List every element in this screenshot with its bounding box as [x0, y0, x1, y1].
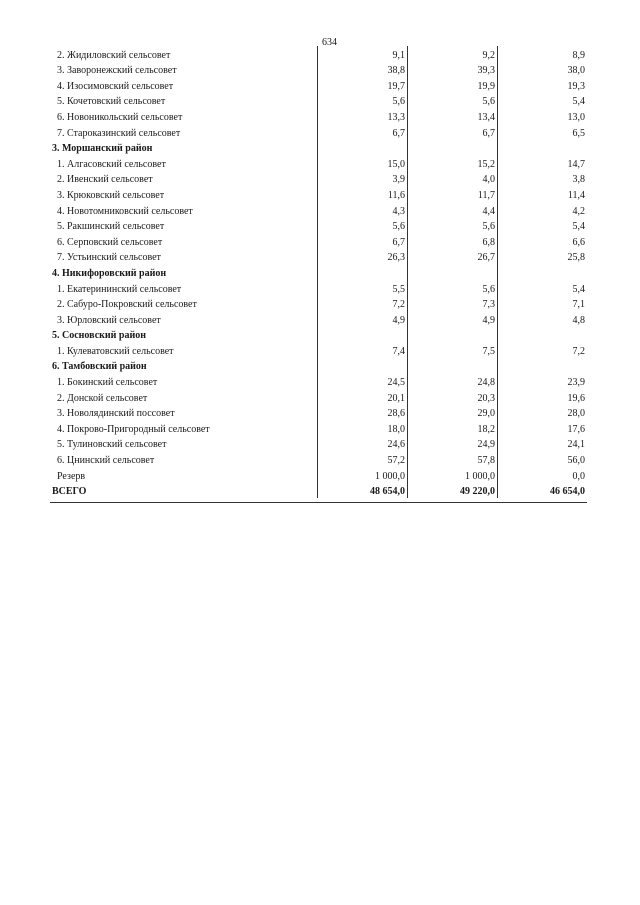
- row-name: 6. Новоникольский сельсовет: [57, 111, 183, 123]
- row-name: 6. Цнинский сельсовет: [57, 455, 155, 467]
- value-v2: 24,9: [407, 436, 497, 452]
- value-v1: 1 000,0: [317, 467, 407, 483]
- value-v2: 5,6: [407, 93, 497, 109]
- value-v2: [407, 358, 497, 374]
- row-name: 3. Новолядинский поссовет: [57, 408, 175, 420]
- value-v2: 18,2: [407, 420, 497, 436]
- row-name: 3. Заворонежский сельсовет: [57, 65, 177, 77]
- value-v2: 20,3: [407, 389, 497, 405]
- value-v3: 3,8: [497, 171, 587, 187]
- value-v3: 7,1: [497, 296, 587, 312]
- table-row: [50, 233, 587, 249]
- value-v2: 26,7: [407, 249, 497, 265]
- value-v3: 38,0: [497, 62, 587, 78]
- section-row: [50, 358, 587, 374]
- value-v2: 15,2: [407, 155, 497, 171]
- table-row: [50, 451, 587, 467]
- value-v3: 19,6: [497, 389, 587, 405]
- table-row: [50, 62, 587, 78]
- table-row: [50, 93, 587, 109]
- value-v2: 5,6: [407, 280, 497, 296]
- value-v3: 25,8: [497, 249, 587, 265]
- value-v3: 7,2: [497, 342, 587, 358]
- value-v3: 24,1: [497, 436, 587, 452]
- value-v1: 28,6: [317, 405, 407, 421]
- value-v1: [317, 358, 407, 374]
- value-v3: 0,0: [497, 467, 587, 483]
- value-v1: 57,2: [317, 451, 407, 467]
- table-row: [50, 186, 587, 202]
- table-row: [50, 108, 587, 124]
- value-v3: [497, 264, 587, 280]
- value-v1: [317, 327, 407, 343]
- table-row: [50, 202, 587, 218]
- value-v1: 3,9: [317, 171, 407, 187]
- value-v3: 5,4: [497, 280, 587, 296]
- value-v3: [497, 327, 587, 343]
- value-v3: 6,6: [497, 233, 587, 249]
- value-v3: 46 654,0: [497, 483, 587, 499]
- row-name: 2. Жидиловский сельсовет: [57, 49, 171, 61]
- value-v1: 20,1: [317, 389, 407, 405]
- value-v1: 48 654,0: [317, 483, 407, 499]
- value-v2: 7,3: [407, 296, 497, 312]
- value-v2: [407, 327, 497, 343]
- value-v3: 14,7: [497, 155, 587, 171]
- table-row: [50, 77, 587, 93]
- value-v1: 9,1: [317, 46, 407, 62]
- value-v2: 57,8: [407, 451, 497, 467]
- value-v2: 1 000,0: [407, 467, 497, 483]
- value-v2: 13,4: [407, 108, 497, 124]
- section-row: [50, 327, 587, 343]
- value-v3: 5,4: [497, 218, 587, 234]
- value-v2: 24,8: [407, 373, 497, 389]
- row-name: 6. Серповский сельсовет: [57, 236, 163, 248]
- table-row: [50, 373, 587, 389]
- value-v2: 9,2: [407, 46, 497, 62]
- value-v1: 7,4: [317, 342, 407, 358]
- table-row: [50, 342, 587, 358]
- value-v1: [317, 140, 407, 156]
- value-v2: 11,7: [407, 186, 497, 202]
- value-v1: 38,8: [317, 62, 407, 78]
- value-v1: 15,0: [317, 155, 407, 171]
- value-v1: 4,3: [317, 202, 407, 218]
- value-v1: 24,6: [317, 436, 407, 452]
- value-v3: 4,8: [497, 311, 587, 327]
- row-name: 3. Моршанский район: [52, 143, 153, 155]
- row-name: 7. Староказинский сельсовет: [57, 127, 181, 139]
- value-v2: 29,0: [407, 405, 497, 421]
- row-name: 4. Изосимовский сельсовет: [57, 80, 174, 92]
- value-v3: 6,5: [497, 124, 587, 140]
- row-name: 2. Ивенский сельсовет: [57, 174, 153, 186]
- value-v2: 4,9: [407, 311, 497, 327]
- value-v1: 4,9: [317, 311, 407, 327]
- table-row: [50, 155, 587, 171]
- table-row: [50, 124, 587, 140]
- row-name: 5. Тулиновский сельсовет: [57, 439, 167, 451]
- row-name: 4. Покрово-Пригородный сельсовет: [57, 423, 210, 435]
- row-name: 3. Юрловский сельсовет: [57, 314, 161, 326]
- budget-table: [50, 46, 587, 498]
- value-v2: 4,4: [407, 202, 497, 218]
- row-name: 1. Кулеватовский сельсовет: [57, 345, 174, 357]
- table-bottom-rule: [50, 502, 587, 503]
- table-row: [50, 249, 587, 265]
- value-v1: 5,6: [317, 218, 407, 234]
- page-number: 634: [322, 37, 337, 48]
- table-row: [50, 405, 587, 421]
- value-v3: 17,6: [497, 420, 587, 436]
- row-name: 2. Донской сельсовет: [57, 392, 148, 404]
- value-v2: 39,3: [407, 62, 497, 78]
- row-name: 2. Сабуро-Покровский сельсовет: [57, 299, 197, 311]
- section-row: [50, 140, 587, 156]
- row-name: 1. Бокинский сельсовет: [57, 377, 158, 389]
- value-v3: 5,4: [497, 93, 587, 109]
- table-row: [50, 280, 587, 296]
- row-name: 4. Никифоровский район: [52, 267, 167, 279]
- value-v1: 26,3: [317, 249, 407, 265]
- value-v3: 19,3: [497, 77, 587, 93]
- row-name: 3. Крюковский сельсовет: [57, 189, 165, 201]
- value-v2: 6,8: [407, 233, 497, 249]
- value-v2: 5,6: [407, 218, 497, 234]
- value-v1: 11,6: [317, 186, 407, 202]
- value-v3: 28,0: [497, 405, 587, 421]
- value-v2: 7,5: [407, 342, 497, 358]
- row-name: 6. Тамбовский район: [52, 361, 147, 373]
- value-v1: 7,2: [317, 296, 407, 312]
- value-v1: 5,6: [317, 93, 407, 109]
- table-row: [50, 436, 587, 452]
- value-v1: 13,3: [317, 108, 407, 124]
- table-row: [50, 389, 587, 405]
- table-row: [50, 420, 587, 436]
- value-v1: 24,5: [317, 373, 407, 389]
- value-v2: [407, 264, 497, 280]
- table-row: [50, 46, 587, 62]
- value-v2: 4,0: [407, 171, 497, 187]
- row-name: Резерв: [57, 470, 86, 482]
- value-v2: [407, 140, 497, 156]
- table-row: [50, 467, 587, 483]
- table-row: [50, 296, 587, 312]
- value-v3: [497, 358, 587, 374]
- row-name: ВСЕГО: [52, 486, 87, 498]
- value-v3: 4,2: [497, 202, 587, 218]
- section-row: [50, 264, 587, 280]
- value-v1: 18,0: [317, 420, 407, 436]
- value-v2: 49 220,0: [407, 483, 497, 499]
- table-row: [50, 171, 587, 187]
- row-name: 5. Ракшинский сельсовет: [57, 221, 165, 233]
- value-v2: 6,7: [407, 124, 497, 140]
- value-v3: 11,4: [497, 186, 587, 202]
- row-name: 7. Устьинский сельсовет: [57, 252, 161, 264]
- value-v1: [317, 264, 407, 280]
- row-name: 1. Екатерининский сельсовет: [57, 283, 182, 295]
- value-v2: 19,9: [407, 77, 497, 93]
- total-row: [50, 483, 587, 499]
- row-name: 1. Алгасовский сельсовет: [57, 158, 166, 170]
- value-v3: 8,9: [497, 46, 587, 62]
- table-row: [50, 311, 587, 327]
- value-v1: 6,7: [317, 233, 407, 249]
- value-v3: 23,9: [497, 373, 587, 389]
- value-v1: 6,7: [317, 124, 407, 140]
- table-row: [50, 218, 587, 234]
- value-v3: [497, 140, 587, 156]
- value-v1: 19,7: [317, 77, 407, 93]
- value-v1: 5,5: [317, 280, 407, 296]
- row-name: 5. Кочетовский сельсовет: [57, 96, 166, 108]
- row-name: 5. Сосновский район: [52, 330, 147, 342]
- value-v3: 56,0: [497, 451, 587, 467]
- row-name: 4. Новотомниковский сельсовет: [57, 205, 193, 217]
- value-v3: 13,0: [497, 108, 587, 124]
